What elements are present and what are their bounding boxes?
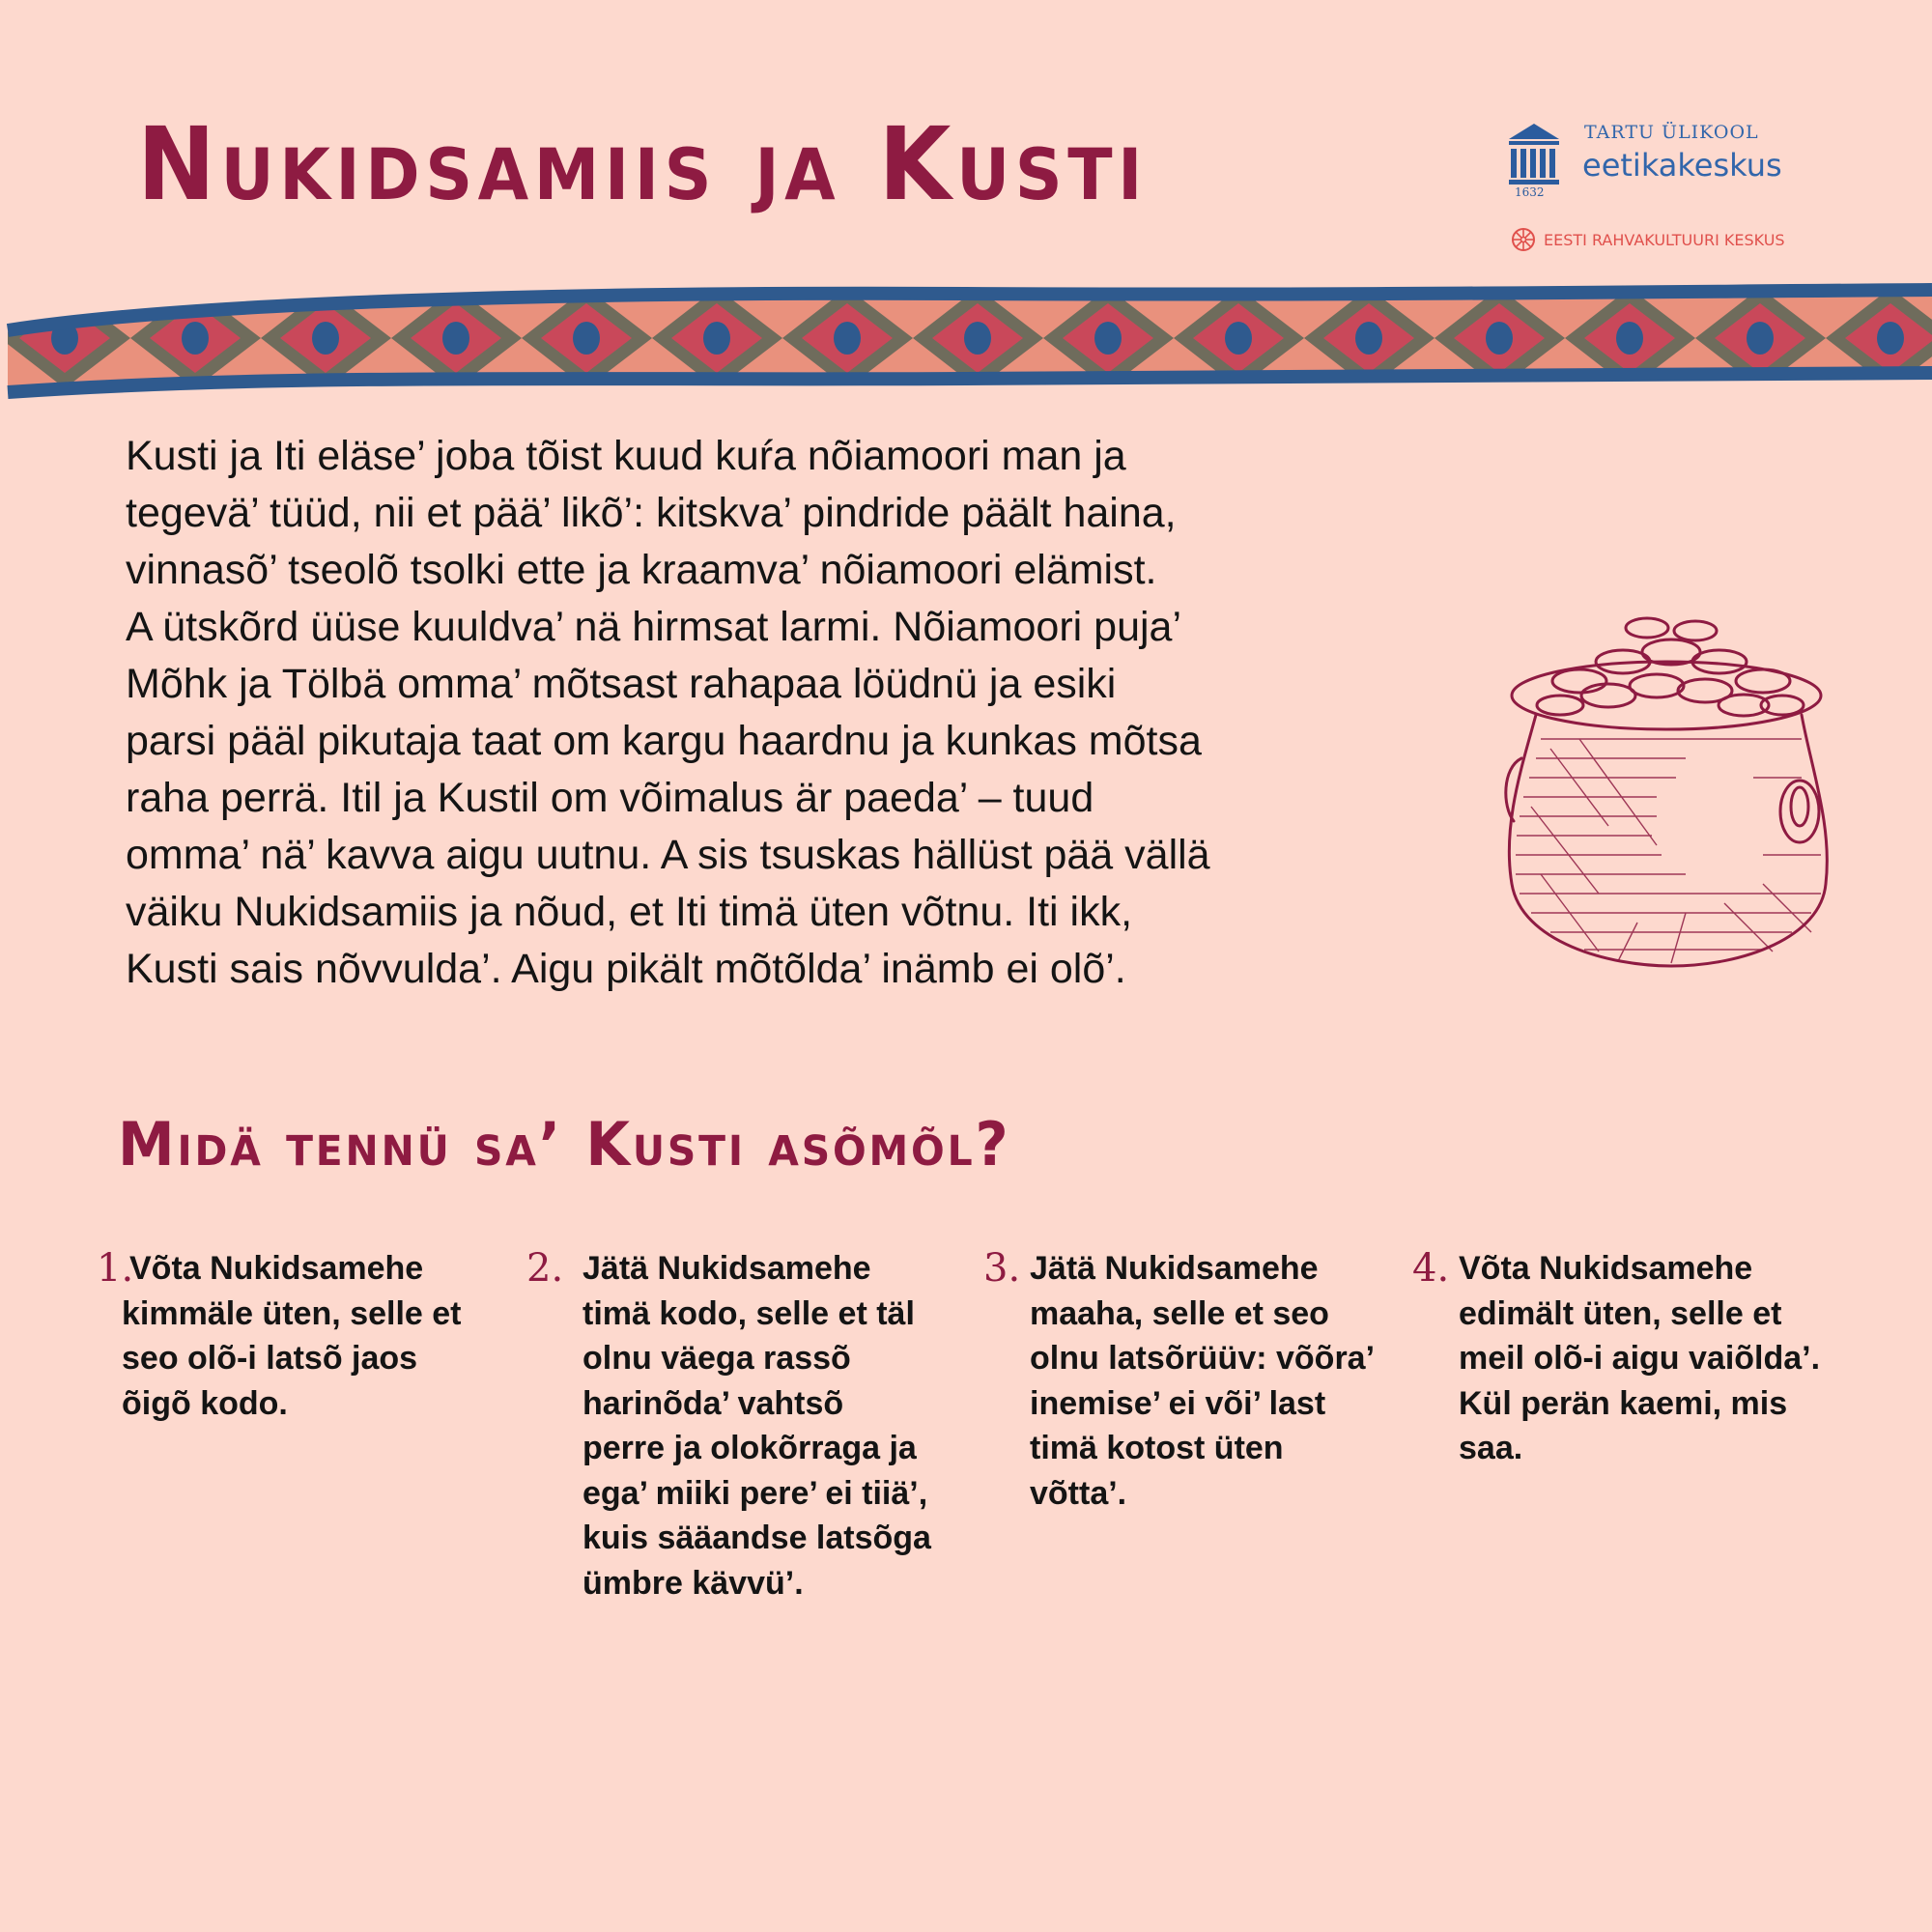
story-line: Kusti ja Iti eläse’ joba tõist kuud kuŕa nõiamoori man ja bbox=[126, 433, 1126, 479]
option-number: 4. bbox=[1412, 1246, 1450, 1291]
story-paragraph bbox=[126, 428, 1459, 998]
question-heading: Midä tennü sa’ Kusti asõmõl? bbox=[118, 1109, 1011, 1179]
option-line: perre ja olokõrraga ja bbox=[582, 1430, 917, 1466]
option-line: meil olõ-i aigu vaiõlda’. bbox=[1459, 1340, 1821, 1377]
option-line: olnu väega rassõ bbox=[582, 1340, 851, 1377]
story-line: parsi pääl pikutaja taat om kargu haardnu ja kunkas mõtsa bbox=[126, 718, 1202, 764]
pot-of-gold-illustration bbox=[1492, 604, 1840, 980]
folk-culture-center-logo bbox=[1511, 227, 1785, 252]
option-line: maaha, selle et seo bbox=[1030, 1294, 1329, 1332]
option-line: timä kodo, selle et täl bbox=[582, 1294, 915, 1332]
story-line: raha perrä. Itil ja Kustil om võimalus är paeda’ – tuud bbox=[126, 775, 1094, 821]
option-number: 3. bbox=[983, 1246, 1021, 1291]
folk-culture-center-name: EESTI RAHVAKULTUURI KESKUS bbox=[1544, 230, 1785, 249]
option-line: inemise’ ei või’ last bbox=[1030, 1384, 1326, 1422]
story-line: Mõhk ja Tölbä omma’ mõtsast rahapaa löüdnü ja esiki bbox=[126, 661, 1117, 707]
option-number: 1. bbox=[97, 1246, 134, 1291]
university-founding-year: 1632 bbox=[1515, 185, 1545, 199]
option-line: Jätä Nukidsamehe bbox=[582, 1250, 871, 1287]
university-name: TARTU ÜLIKOOL bbox=[1584, 122, 1759, 143]
story-line: Kusti sais nõvvulda’. Aigu pikält mõtõlda’ inämb ei olõ’. bbox=[126, 946, 1126, 992]
story-line: vinnasõ’ tseolõ tsolki ette ja kraamva’ nõiamoori elämist. bbox=[126, 547, 1157, 593]
option-line: kimmäle üten, selle et bbox=[122, 1294, 462, 1332]
university-department: eetikakeskus bbox=[1582, 147, 1782, 184]
option-line: Jätä Nukidsamehe bbox=[1030, 1250, 1319, 1287]
option-line: edimält üten, selle et bbox=[1459, 1294, 1782, 1332]
wheel-ornament-icon bbox=[1511, 227, 1536, 252]
partner-logos bbox=[1507, 116, 1835, 261]
folk-pattern-band bbox=[0, 270, 1932, 406]
option-line: saa. bbox=[1459, 1430, 1523, 1466]
option-line: seo olõ-i latsõ jaos bbox=[122, 1340, 418, 1377]
page-title: Nukidsamiis ja Kusti bbox=[137, 105, 1149, 223]
story-line: omma’ nä’ kavva aigu uutnu. A sis tsuskas hällüst pää vällä bbox=[126, 832, 1210, 878]
story-line: tegevä’ tüüd, nii et pää’ likõ’: kitskva’ pindride päält haina, bbox=[126, 490, 1177, 536]
option-line: võtta’. bbox=[1030, 1474, 1127, 1512]
story-line: väiku Nukidsamiis ja nõud, et Iti timä üten võtnu. Iti ikk, bbox=[126, 889, 1133, 935]
option-line: õigõ kodo. bbox=[122, 1384, 288, 1422]
option-line: ümbre kävvü’. bbox=[582, 1564, 804, 1602]
option-number: 2. bbox=[526, 1246, 564, 1291]
option-line: kuis sääandse latsõga bbox=[582, 1520, 931, 1556]
option-line: olnu latsõrüüv: võõra’ bbox=[1030, 1340, 1376, 1377]
story-line: A ütskõrd üüse kuuldva’ nä hirmsat larmi. Nõiamoori puja’ bbox=[126, 604, 1182, 650]
option-line: Võta Nukidsamehe bbox=[129, 1250, 424, 1287]
option-line: timä kotost üten bbox=[1030, 1430, 1284, 1466]
option-line: Võta Nukidsamehe bbox=[1459, 1250, 1753, 1287]
option-line: Kül perän kaemi, mis bbox=[1459, 1384, 1788, 1422]
option-line: ega’ miiki pere’ ei tiiä’, bbox=[582, 1474, 928, 1512]
option-line: harinõda’ vahtsõ bbox=[582, 1384, 844, 1422]
